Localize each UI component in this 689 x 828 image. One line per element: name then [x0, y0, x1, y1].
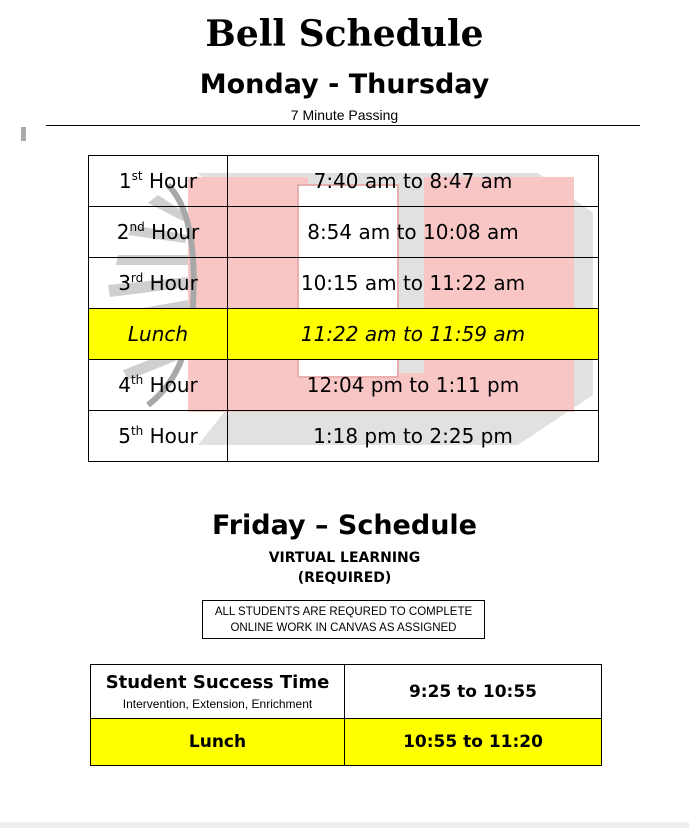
table-row	[89, 360, 599, 411]
lunch-row	[91, 719, 602, 766]
table-row	[89, 156, 599, 207]
notice-line: ALL STUDENTS ARE REQURED TO COMPLETE	[214, 606, 473, 618]
sst-time-cell: 9:25 to 10:55	[345, 665, 602, 719]
period-cell: 3rd Hour	[89, 258, 228, 309]
lunch-time-cell: 11:22 am to 11:59 am	[228, 309, 599, 360]
friday-schedule-table	[90, 664, 602, 766]
sst-label: Student Success Time	[105, 671, 330, 693]
sst-label-cell	[91, 665, 345, 719]
page-title: Bell Schedule	[205, 13, 484, 55]
lunch-time-cell: 10:55 to 11:20	[345, 719, 602, 766]
table-row	[89, 207, 599, 258]
period-cell: 5th Hour	[89, 411, 228, 462]
lunch-row	[89, 309, 599, 360]
time-cell: 10:15 am to 11:22 am	[228, 258, 599, 309]
passing-note: 7 Minute Passing	[290, 107, 399, 123]
time-cell: 8:54 am to 10:08 am	[228, 207, 599, 258]
canvas-notice-box	[202, 600, 485, 639]
time-cell: 12:04 pm to 1:11 pm	[228, 360, 599, 411]
header-divider	[46, 125, 640, 126]
period-cell: 4th Hour	[89, 360, 228, 411]
lunch-label-cell: Lunch	[91, 719, 345, 766]
table-row	[89, 258, 599, 309]
time-cell: 7:40 am to 8:47 am	[228, 156, 599, 207]
margin-marker	[21, 127, 26, 141]
friday-title: Friday – Schedule	[211, 510, 477, 541]
period-cell: 1st Hour	[89, 156, 228, 207]
lunch-label-cell: Lunch	[89, 309, 228, 360]
period-cell: 2nd Hour	[89, 207, 228, 258]
page-bottom-edge	[0, 822, 689, 828]
virtual-learning-label: VIRTUAL LEARNING	[268, 550, 421, 566]
time-cell: 1:18 pm to 2:25 pm	[228, 411, 599, 462]
notice-line: ONLINE WORK IN CANVAS AS ASSIGNED	[230, 622, 457, 634]
table-row	[89, 411, 599, 462]
schedule-subtitle: Monday - Thursday	[199, 69, 490, 100]
required-label: (REQUIRED)	[297, 570, 392, 586]
table-row	[91, 665, 602, 719]
sst-sublabel: Intervention, Extension, Enrichment	[122, 696, 313, 711]
mon-thu-schedule-table	[88, 155, 599, 462]
